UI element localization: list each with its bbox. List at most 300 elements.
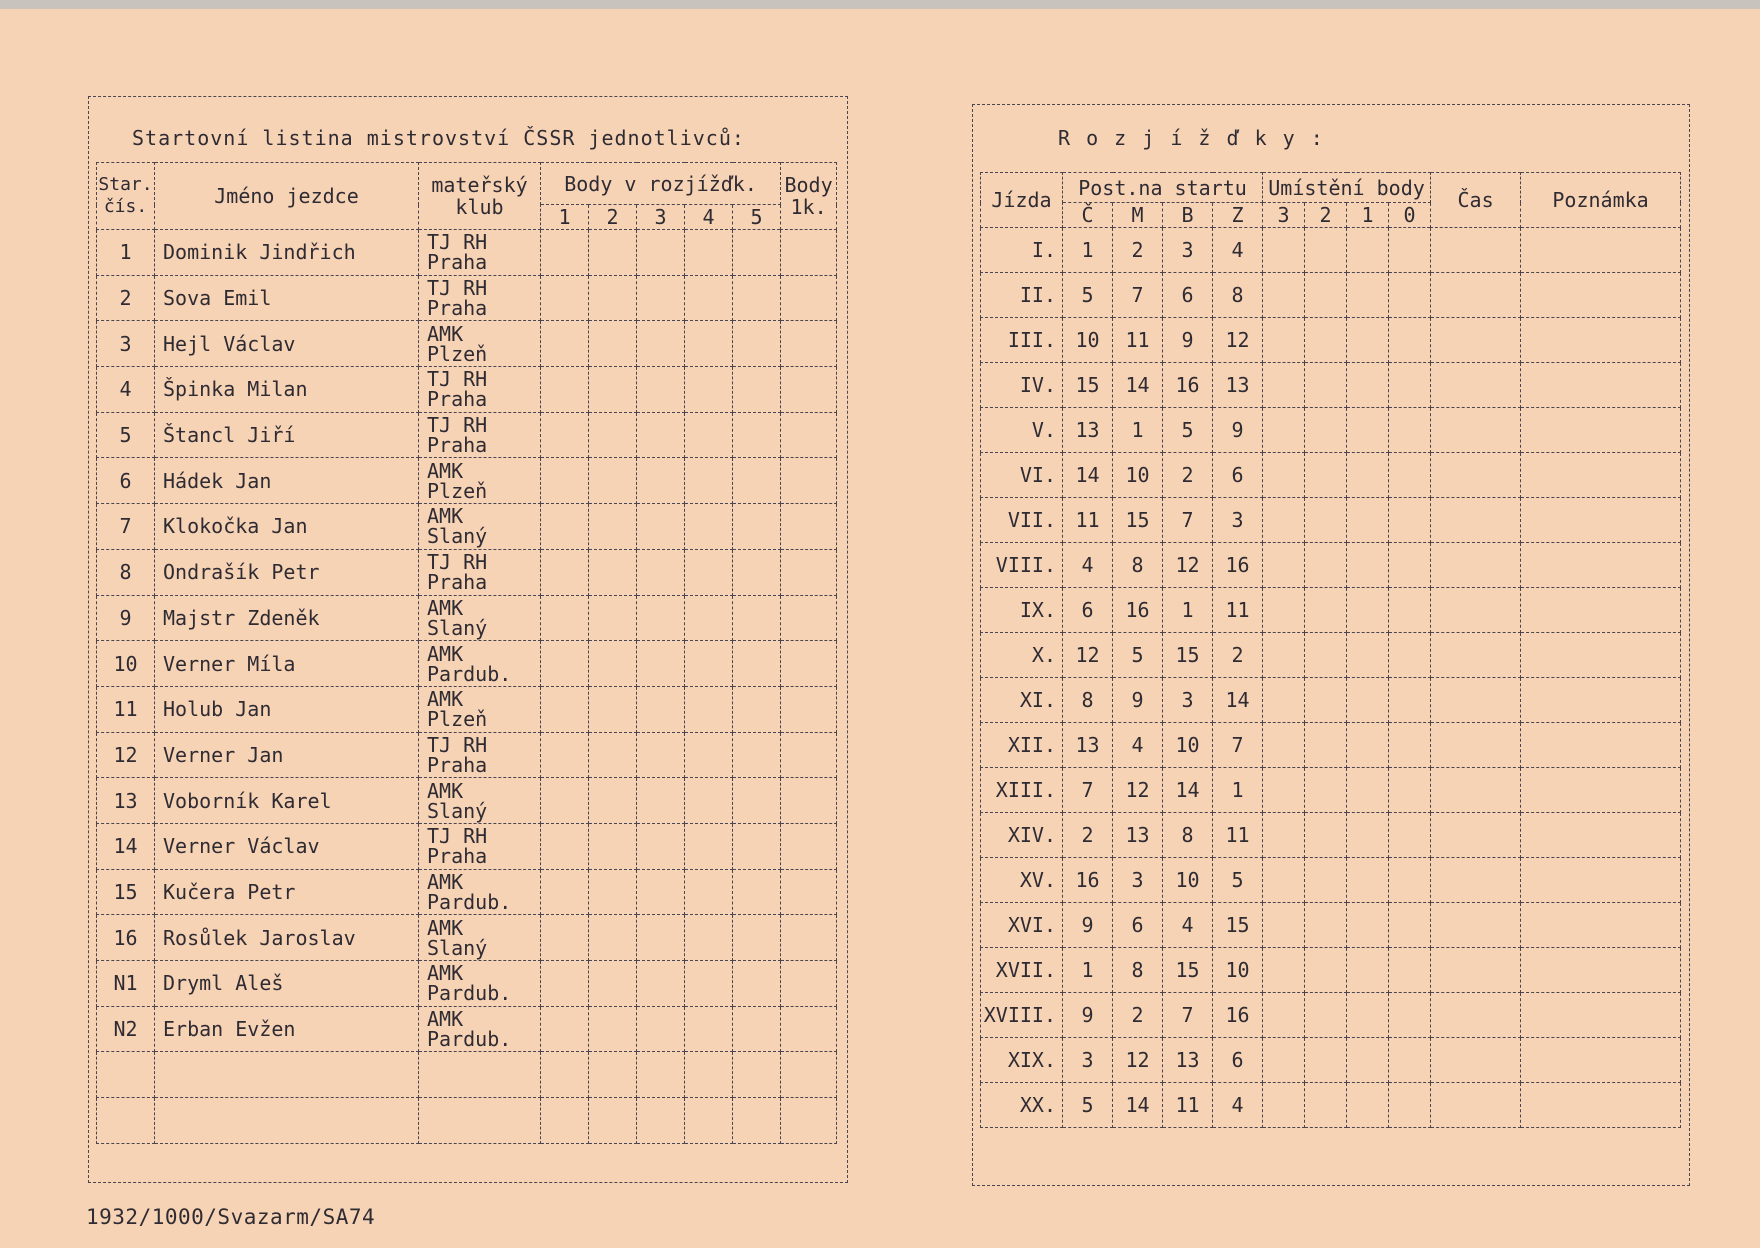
gate-rider: 10 bbox=[1063, 318, 1113, 363]
club-line-1: AMK bbox=[427, 595, 464, 620]
placing-cell bbox=[1347, 1083, 1389, 1128]
points-cell bbox=[637, 412, 685, 458]
gate-rider: 14 bbox=[1163, 768, 1213, 813]
rider-name: Erban Evžen bbox=[155, 1006, 419, 1052]
club-line-1: TJ RH bbox=[427, 732, 488, 757]
gate-rider: 16 bbox=[1213, 993, 1263, 1038]
gate-rider: 4 bbox=[1213, 1083, 1263, 1128]
points-cell bbox=[589, 275, 637, 321]
placing-cell bbox=[1347, 858, 1389, 903]
heat-row bbox=[981, 858, 1681, 903]
placing-point-value: 3 bbox=[1263, 203, 1305, 228]
time-cell bbox=[1431, 993, 1521, 1038]
points-cell bbox=[733, 230, 781, 276]
placing-cell bbox=[1389, 633, 1431, 678]
home-club bbox=[419, 275, 541, 321]
heat-row bbox=[981, 1038, 1681, 1083]
rider-name: Dryml Aleš bbox=[155, 961, 419, 1007]
note-cell bbox=[1521, 408, 1681, 453]
placing-cell bbox=[1389, 498, 1431, 543]
time-cell bbox=[1431, 273, 1521, 318]
home-club bbox=[419, 1052, 541, 1098]
points-cell bbox=[685, 275, 733, 321]
col-heat: Jízda bbox=[981, 173, 1063, 228]
rider-row bbox=[97, 686, 837, 732]
time-cell bbox=[1431, 408, 1521, 453]
note-cell bbox=[1521, 588, 1681, 633]
points-cell bbox=[637, 367, 685, 413]
points-cell bbox=[589, 1006, 637, 1052]
points-cell bbox=[685, 778, 733, 824]
points-cell bbox=[733, 275, 781, 321]
points-cell bbox=[685, 732, 733, 778]
heat-number-roman: VIII. bbox=[981, 543, 1063, 588]
note-cell bbox=[1521, 633, 1681, 678]
placing-cell bbox=[1389, 1083, 1431, 1128]
note-cell bbox=[1521, 858, 1681, 903]
start-number bbox=[97, 1052, 155, 1098]
placing-cell bbox=[1305, 588, 1347, 633]
home-club bbox=[419, 230, 541, 276]
club-line-1: TJ RH bbox=[427, 550, 488, 575]
gate-rider: 1 bbox=[1113, 408, 1163, 453]
placing-cell bbox=[1263, 993, 1305, 1038]
gate-rider: 10 bbox=[1163, 723, 1213, 768]
club-line-2: Praha bbox=[427, 570, 488, 595]
rider-row bbox=[97, 458, 837, 504]
heat-row bbox=[981, 543, 1681, 588]
placing-cell bbox=[1347, 678, 1389, 723]
gate-color: Č bbox=[1063, 203, 1113, 228]
placing-cell bbox=[1389, 408, 1431, 453]
placing-cell bbox=[1263, 1083, 1305, 1128]
gate-rider: 9 bbox=[1063, 903, 1113, 948]
rider-row bbox=[97, 1006, 837, 1052]
start-number: N2 bbox=[97, 1006, 155, 1052]
placing-cell bbox=[1389, 768, 1431, 813]
gate-rider: 16 bbox=[1063, 858, 1113, 903]
points-cell bbox=[589, 367, 637, 413]
gate-rider: 9 bbox=[1113, 678, 1163, 723]
time-cell bbox=[1431, 543, 1521, 588]
rider-name bbox=[155, 1052, 419, 1098]
gate-rider: 1 bbox=[1213, 768, 1263, 813]
gate-rider: 15 bbox=[1163, 948, 1213, 993]
points-cell bbox=[637, 915, 685, 961]
gate-rider: 11 bbox=[1213, 813, 1263, 858]
club-line-2: Slaný bbox=[427, 798, 488, 823]
rider-name: Štancl Jiří bbox=[155, 412, 419, 458]
heat-row bbox=[981, 363, 1681, 408]
points-cell bbox=[781, 778, 837, 824]
points-cell bbox=[589, 412, 637, 458]
gate-rider: 12 bbox=[1213, 318, 1263, 363]
points-cell bbox=[637, 1098, 685, 1144]
points-cell bbox=[685, 686, 733, 732]
points-cell bbox=[637, 869, 685, 915]
points-cell bbox=[589, 641, 637, 687]
points-cell bbox=[589, 686, 637, 732]
club-line-2: Slaný bbox=[427, 524, 488, 549]
placing-cell bbox=[1347, 903, 1389, 948]
club-line-2: Praha bbox=[427, 433, 488, 458]
points-cell bbox=[685, 412, 733, 458]
points-cell bbox=[685, 549, 733, 595]
points-cell bbox=[541, 321, 589, 367]
placing-cell bbox=[1263, 588, 1305, 633]
heat-number: 5 bbox=[733, 205, 781, 230]
heat-row bbox=[981, 723, 1681, 768]
placing-cell bbox=[1389, 543, 1431, 588]
points-cell bbox=[733, 961, 781, 1007]
gate-rider: 12 bbox=[1063, 633, 1113, 678]
heat-row bbox=[981, 633, 1681, 678]
heats-table bbox=[980, 172, 1681, 1128]
points-cell bbox=[733, 1006, 781, 1052]
points-cell bbox=[781, 961, 837, 1007]
gate-rider: 10 bbox=[1113, 453, 1163, 498]
placing-cell bbox=[1305, 408, 1347, 453]
home-club bbox=[419, 549, 541, 595]
placing-cell bbox=[1263, 903, 1305, 948]
home-club bbox=[419, 458, 541, 504]
club-line-2: Pardub. bbox=[427, 889, 512, 914]
col-start-number: Star. čís. bbox=[97, 163, 155, 230]
club-line-1: TJ RH bbox=[427, 413, 488, 438]
points-cell bbox=[781, 504, 837, 550]
gate-rider: 7 bbox=[1063, 768, 1113, 813]
placing-point-value: 1 bbox=[1347, 203, 1389, 228]
heat-row bbox=[981, 318, 1681, 363]
points-cell bbox=[685, 915, 733, 961]
gate-rider: 4 bbox=[1213, 228, 1263, 273]
placing-cell bbox=[1305, 1083, 1347, 1128]
gate-rider: 16 bbox=[1113, 588, 1163, 633]
gate-rider: 13 bbox=[1163, 1038, 1213, 1083]
club-line-1: AMK bbox=[427, 1007, 464, 1032]
gate-rider: 2 bbox=[1163, 453, 1213, 498]
home-club bbox=[419, 869, 541, 915]
gate-rider: 14 bbox=[1113, 363, 1163, 408]
heat-number-roman: II. bbox=[981, 273, 1063, 318]
placing-point-value: 2 bbox=[1305, 203, 1347, 228]
note-cell bbox=[1521, 948, 1681, 993]
start-list-table bbox=[96, 162, 837, 1144]
placing-cell bbox=[1389, 813, 1431, 858]
home-club bbox=[419, 1098, 541, 1144]
placing-cell bbox=[1389, 948, 1431, 993]
col-heat-points: Body v rozjížďk. bbox=[541, 163, 781, 205]
home-club bbox=[419, 641, 541, 687]
points-cell bbox=[589, 778, 637, 824]
gate-rider: 9 bbox=[1063, 993, 1113, 1038]
gate-rider: 6 bbox=[1113, 903, 1163, 948]
placing-cell bbox=[1263, 543, 1305, 588]
start-number: 5 bbox=[97, 412, 155, 458]
gate-rider: 6 bbox=[1213, 1038, 1263, 1083]
points-cell bbox=[541, 641, 589, 687]
points-cell bbox=[637, 641, 685, 687]
points-cell bbox=[733, 321, 781, 367]
placing-cell bbox=[1305, 723, 1347, 768]
points-cell bbox=[637, 1052, 685, 1098]
club-line-2: Praha bbox=[427, 844, 488, 869]
points-cell bbox=[541, 1098, 589, 1144]
gate-color: B bbox=[1163, 203, 1213, 228]
placing-cell bbox=[1389, 678, 1431, 723]
rider-name: Hádek Jan bbox=[155, 458, 419, 504]
points-cell bbox=[541, 869, 589, 915]
rider-row bbox=[97, 321, 837, 367]
points-cell bbox=[541, 595, 589, 641]
points-cell bbox=[733, 686, 781, 732]
time-cell bbox=[1431, 678, 1521, 723]
time-cell bbox=[1431, 453, 1521, 498]
time-cell bbox=[1431, 318, 1521, 363]
gate-rider: 9 bbox=[1163, 318, 1213, 363]
points-cell bbox=[781, 275, 837, 321]
placing-cell bbox=[1263, 813, 1305, 858]
points-cell bbox=[781, 915, 837, 961]
note-cell bbox=[1521, 993, 1681, 1038]
club-line-2: Plzeň bbox=[427, 478, 488, 503]
rider-row bbox=[97, 595, 837, 641]
placing-cell bbox=[1305, 543, 1347, 588]
points-cell bbox=[781, 367, 837, 413]
start-list-title: Startovní listina mistrovství ČSSR jednotlivců: bbox=[132, 126, 745, 150]
gate-rider: 8 bbox=[1063, 678, 1113, 723]
home-club bbox=[419, 1006, 541, 1052]
points-cell bbox=[541, 961, 589, 1007]
placing-cell bbox=[1263, 678, 1305, 723]
time-cell bbox=[1431, 1083, 1521, 1128]
placing-cell bbox=[1305, 633, 1347, 678]
start-number: 9 bbox=[97, 595, 155, 641]
points-cell bbox=[781, 1006, 837, 1052]
heat-number-roman: XI. bbox=[981, 678, 1063, 723]
points-cell bbox=[589, 732, 637, 778]
club-line-1: AMK bbox=[427, 915, 464, 940]
note-cell bbox=[1521, 318, 1681, 363]
placing-cell bbox=[1347, 408, 1389, 453]
home-club bbox=[419, 915, 541, 961]
scan-top-edge bbox=[0, 0, 1760, 9]
gate-rider: 4 bbox=[1113, 723, 1163, 768]
heats-title: R o z j í ž ď k y : bbox=[1058, 126, 1325, 150]
points-cell bbox=[637, 778, 685, 824]
heat-number-roman: V. bbox=[981, 408, 1063, 453]
start-number: 13 bbox=[97, 778, 155, 824]
placing-cell bbox=[1389, 1038, 1431, 1083]
points-cell bbox=[541, 823, 589, 869]
gate-rider: 5 bbox=[1213, 858, 1263, 903]
points-cell bbox=[637, 686, 685, 732]
placing-cell bbox=[1305, 678, 1347, 723]
points-cell bbox=[685, 367, 733, 413]
placing-cell bbox=[1305, 1038, 1347, 1083]
placing-cell bbox=[1263, 633, 1305, 678]
start-number: 11 bbox=[97, 686, 155, 732]
heat-row bbox=[981, 1083, 1681, 1128]
placing-cell bbox=[1389, 588, 1431, 633]
time-cell bbox=[1431, 228, 1521, 273]
rider-name bbox=[155, 1098, 419, 1144]
placing-cell bbox=[1389, 903, 1431, 948]
points-cell bbox=[637, 1006, 685, 1052]
rider-name: Hejl Václav bbox=[155, 321, 419, 367]
placing-cell bbox=[1389, 993, 1431, 1038]
placing-cell bbox=[1305, 993, 1347, 1038]
gate-rider: 8 bbox=[1163, 813, 1213, 858]
points-cell bbox=[541, 504, 589, 550]
placing-cell bbox=[1263, 453, 1305, 498]
home-club bbox=[419, 732, 541, 778]
points-cell bbox=[589, 595, 637, 641]
points-cell bbox=[733, 1098, 781, 1144]
points-cell bbox=[685, 1006, 733, 1052]
heat-number-roman: VI. bbox=[981, 453, 1063, 498]
points-cell bbox=[637, 275, 685, 321]
heat-number: 3 bbox=[637, 205, 685, 230]
club-line-1: AMK bbox=[427, 321, 464, 346]
home-club bbox=[419, 595, 541, 641]
gate-rider: 4 bbox=[1163, 903, 1213, 948]
points-cell bbox=[685, 641, 733, 687]
gate-rider: 5 bbox=[1063, 1083, 1113, 1128]
points-cell bbox=[733, 823, 781, 869]
heat-number-roman: XX. bbox=[981, 1083, 1063, 1128]
club-line-2: Slaný bbox=[427, 935, 488, 960]
start-number: N1 bbox=[97, 961, 155, 1007]
gate-rider: 16 bbox=[1213, 543, 1263, 588]
placing-cell bbox=[1263, 318, 1305, 363]
gate-rider: 2 bbox=[1063, 813, 1113, 858]
gate-rider: 13 bbox=[1063, 723, 1113, 768]
heat-number-roman: IV. bbox=[981, 363, 1063, 408]
placing-cell bbox=[1263, 768, 1305, 813]
points-cell bbox=[685, 1052, 733, 1098]
col-starting-gate: Post.na startu bbox=[1063, 173, 1263, 203]
placing-cell bbox=[1305, 768, 1347, 813]
start-number: 8 bbox=[97, 549, 155, 595]
home-club bbox=[419, 686, 541, 732]
rider-row bbox=[97, 823, 837, 869]
gate-rider: 7 bbox=[1163, 498, 1213, 543]
gate-rider: 10 bbox=[1163, 858, 1213, 903]
club-line-1: TJ RH bbox=[427, 367, 488, 392]
club-line-2: Praha bbox=[427, 296, 488, 321]
points-cell bbox=[541, 549, 589, 595]
club-line-2: Pardub. bbox=[427, 981, 512, 1006]
club-line-1: TJ RH bbox=[427, 824, 488, 849]
time-cell bbox=[1431, 1038, 1521, 1083]
col-home-club: mateřský klub bbox=[419, 163, 541, 230]
note-cell bbox=[1521, 813, 1681, 858]
placing-cell bbox=[1305, 453, 1347, 498]
gate-rider: 7 bbox=[1213, 723, 1263, 768]
points-cell bbox=[685, 595, 733, 641]
rider-row bbox=[97, 915, 837, 961]
points-cell bbox=[781, 458, 837, 504]
heat-row bbox=[981, 813, 1681, 858]
heat-number-roman: XVI. bbox=[981, 903, 1063, 948]
points-cell bbox=[541, 367, 589, 413]
placing-cell bbox=[1263, 858, 1305, 903]
gate-rider: 3 bbox=[1163, 678, 1213, 723]
points-cell bbox=[781, 732, 837, 778]
points-cell bbox=[637, 732, 685, 778]
gate-rider: 8 bbox=[1213, 273, 1263, 318]
gate-rider: 12 bbox=[1113, 768, 1163, 813]
gate-rider: 11 bbox=[1113, 318, 1163, 363]
club-line-2: Praha bbox=[427, 387, 488, 412]
gate-rider: 13 bbox=[1113, 813, 1163, 858]
gate-rider: 14 bbox=[1113, 1083, 1163, 1128]
heat-row bbox=[981, 228, 1681, 273]
heat-number-roman: XIV. bbox=[981, 813, 1063, 858]
points-cell bbox=[685, 230, 733, 276]
gate-rider: 3 bbox=[1063, 1038, 1113, 1083]
note-cell bbox=[1521, 498, 1681, 543]
placing-cell bbox=[1347, 723, 1389, 768]
time-cell bbox=[1431, 723, 1521, 768]
rider-row bbox=[97, 641, 837, 687]
rider-row bbox=[97, 275, 837, 321]
rider-row bbox=[97, 230, 837, 276]
gate-rider: 1 bbox=[1163, 588, 1213, 633]
club-line-2: Pardub. bbox=[427, 661, 512, 686]
heat-row bbox=[981, 498, 1681, 543]
points-cell bbox=[781, 869, 837, 915]
time-cell bbox=[1431, 948, 1521, 993]
rider-row bbox=[97, 412, 837, 458]
club-line-1: AMK bbox=[427, 504, 464, 529]
note-cell bbox=[1521, 678, 1681, 723]
points-cell bbox=[733, 915, 781, 961]
gate-rider: 13 bbox=[1213, 363, 1263, 408]
points-cell bbox=[685, 458, 733, 504]
placing-cell bbox=[1389, 453, 1431, 498]
gate-rider: 5 bbox=[1113, 633, 1163, 678]
points-cell bbox=[589, 504, 637, 550]
gate-rider: 15 bbox=[1163, 633, 1213, 678]
points-cell bbox=[781, 823, 837, 869]
club-line-1: AMK bbox=[427, 641, 464, 666]
rider-row bbox=[97, 869, 837, 915]
gate-rider: 1 bbox=[1063, 228, 1113, 273]
points-cell bbox=[541, 275, 589, 321]
gate-rider: 11 bbox=[1213, 588, 1263, 633]
club-line-2: Slaný bbox=[427, 615, 488, 640]
start-number: 16 bbox=[97, 915, 155, 961]
col-rider-name: Jméno jezdce bbox=[155, 163, 419, 230]
home-club bbox=[419, 778, 541, 824]
placing-cell bbox=[1305, 273, 1347, 318]
home-club bbox=[419, 412, 541, 458]
time-cell bbox=[1431, 363, 1521, 408]
rider-name: Voborník Karel bbox=[155, 778, 419, 824]
placing-cell bbox=[1389, 318, 1431, 363]
placing-cell bbox=[1389, 273, 1431, 318]
note-cell bbox=[1521, 228, 1681, 273]
points-cell bbox=[733, 595, 781, 641]
note-cell bbox=[1521, 453, 1681, 498]
gate-rider: 6 bbox=[1213, 453, 1263, 498]
placing-cell bbox=[1263, 408, 1305, 453]
gate-rider: 8 bbox=[1113, 948, 1163, 993]
points-cell bbox=[589, 823, 637, 869]
heat-row bbox=[981, 993, 1681, 1038]
